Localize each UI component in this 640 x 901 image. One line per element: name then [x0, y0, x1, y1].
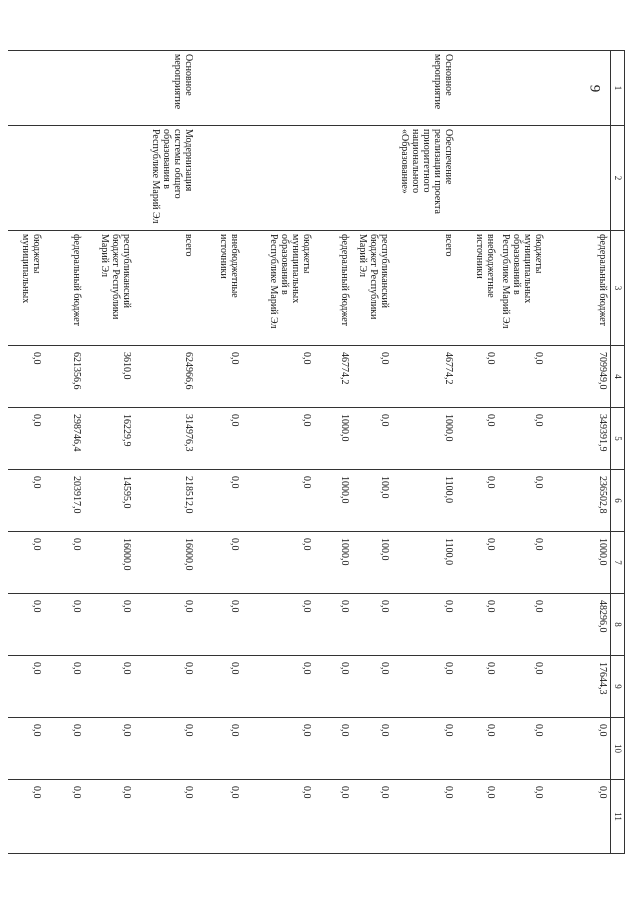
event-name-cell — [85, 126, 135, 231]
event-type-cell — [9, 51, 45, 126]
table-row — [457, 51, 499, 854]
value-cell: 0,0 — [315, 780, 353, 854]
event-name-cell: Модернизация системы общего образования в Республике Марий Эл — [135, 126, 197, 231]
value-cell: 0,0 — [499, 346, 547, 408]
table-row — [9, 51, 45, 854]
value-cell: 0,0 — [499, 594, 547, 656]
value-cell: 0,0 — [197, 532, 243, 594]
funding-source-cell: внебюджетные источники — [197, 231, 243, 346]
table-row — [85, 51, 135, 854]
value-cell: 0,0 — [85, 594, 135, 656]
event-name-cell — [45, 126, 85, 231]
event-type-cell — [315, 51, 353, 126]
page-number: 9 — [586, 84, 603, 93]
value-cell: 0,0 — [353, 408, 393, 470]
value-cell: 17644,3 — [547, 656, 611, 718]
column-header-7: 7 — [611, 532, 625, 594]
budget-table — [9, 50, 626, 854]
value-cell: 14595,0 — [85, 470, 135, 532]
value-cell: 0,0 — [9, 594, 45, 656]
value-cell: 0,0 — [243, 346, 315, 408]
funding-source-cell: всего — [393, 231, 457, 346]
value-cell: 1100,0 — [393, 532, 457, 594]
event-type-cell — [457, 51, 499, 126]
value-cell: 0,0 — [243, 408, 315, 470]
column-header-8: 8 — [611, 594, 625, 656]
value-cell: 298746,4 — [45, 408, 85, 470]
value-cell: 0,0 — [197, 408, 243, 470]
value-cell: 0,0 — [85, 780, 135, 854]
value-cell: 0,0 — [45, 656, 85, 718]
value-cell: 0,0 — [197, 656, 243, 718]
table-row — [315, 51, 353, 854]
value-cell: 0,0 — [457, 346, 499, 408]
column-header-3: 3 — [611, 231, 625, 346]
value-cell: 0,0 — [315, 656, 353, 718]
table-row — [393, 51, 457, 854]
funding-source-cell: федеральный бюджет — [45, 231, 85, 346]
value-cell: 48296,0 — [547, 594, 611, 656]
funding-source-cell: бюджеты муниципальных — [9, 231, 45, 346]
event-type-cell — [499, 51, 547, 126]
value-cell: 624966,6 — [135, 346, 197, 408]
funding-source-cell: республиканский бюджет Республики Марий Эл — [85, 231, 135, 346]
value-cell: 100,0 — [353, 470, 393, 532]
value-cell: 0,0 — [243, 718, 315, 780]
value-cell: 0,0 — [197, 346, 243, 408]
value-cell: 0,0 — [457, 594, 499, 656]
event-name-cell — [499, 126, 547, 231]
value-cell: 0,0 — [9, 408, 45, 470]
value-cell: 0,0 — [243, 780, 315, 854]
value-cell: 0,0 — [243, 470, 315, 532]
value-cell: 0,0 — [353, 656, 393, 718]
event-type-cell — [547, 51, 611, 126]
value-cell: 0,0 — [315, 718, 353, 780]
value-cell: 0,0 — [9, 780, 45, 854]
value-cell: 0,0 — [457, 780, 499, 854]
value-cell: 0,0 — [197, 780, 243, 854]
value-cell: 621356,6 — [45, 346, 85, 408]
value-cell: 0,0 — [393, 656, 457, 718]
value-cell: 0,0 — [457, 532, 499, 594]
event-type-cell: Основное мероприятие — [393, 51, 457, 126]
value-cell: 0,0 — [499, 532, 547, 594]
event-type-cell — [197, 51, 243, 126]
value-cell: 0,0 — [9, 656, 45, 718]
value-cell: 0,0 — [9, 470, 45, 532]
value-cell: 3610,0 — [85, 346, 135, 408]
column-header-5: 5 — [611, 408, 625, 470]
value-cell: 236502,8 — [547, 470, 611, 532]
value-cell: 0,0 — [9, 532, 45, 594]
table-row — [499, 51, 547, 854]
value-cell: 709949,0 — [547, 346, 611, 408]
value-cell: 0,0 — [393, 594, 457, 656]
value-cell: 0,0 — [45, 532, 85, 594]
value-cell: 1000,0 — [315, 470, 353, 532]
column-header-10: 10 — [611, 718, 625, 780]
value-cell: 0,0 — [45, 718, 85, 780]
funding-source-cell: всего — [135, 231, 197, 346]
funding-source-cell: бюджеты муниципальных образований в Республике Марий Эл — [499, 231, 547, 346]
value-cell: 1000,0 — [547, 532, 611, 594]
event-type-cell — [353, 51, 393, 126]
table-row — [547, 51, 611, 854]
value-cell: 0,0 — [499, 470, 547, 532]
value-cell: 46774,2 — [315, 346, 353, 408]
funding-source-cell: республиканский бюджет Республики Марий Эл — [353, 231, 393, 346]
value-cell: 218512,0 — [135, 470, 197, 532]
value-cell: 0,0 — [499, 718, 547, 780]
table-row — [45, 51, 85, 854]
value-cell: 0,0 — [243, 594, 315, 656]
event-type-cell: Основное мероприятие — [135, 51, 197, 126]
table-body — [9, 51, 611, 854]
value-cell: 0,0 — [353, 594, 393, 656]
value-cell: 0,0 — [85, 718, 135, 780]
table-row — [353, 51, 393, 854]
value-cell: 0,0 — [9, 718, 45, 780]
value-cell: 0,0 — [135, 718, 197, 780]
value-cell: 0,0 — [243, 656, 315, 718]
funding-source-cell: федеральный бюджет — [315, 231, 353, 346]
value-cell: 0,0 — [457, 408, 499, 470]
event-name-cell — [243, 126, 315, 231]
value-cell: 0,0 — [499, 780, 547, 854]
value-cell: 1000,0 — [315, 532, 353, 594]
column-header-9: 9 — [611, 656, 625, 718]
event-name-cell — [457, 126, 499, 231]
value-cell: 0,0 — [393, 780, 457, 854]
column-header-1: 1 — [611, 51, 625, 126]
value-cell: 46774,2 — [393, 346, 457, 408]
event-name-cell — [547, 126, 611, 231]
value-cell: 16000,0 — [135, 532, 197, 594]
event-name-cell — [353, 126, 393, 231]
value-cell: 1000,0 — [315, 408, 353, 470]
value-cell: 0,0 — [499, 656, 547, 718]
value-cell: 0,0 — [45, 594, 85, 656]
value-cell: 0,0 — [547, 718, 611, 780]
funding-source-cell: федеральный бюджет — [547, 231, 611, 346]
value-cell: 0,0 — [45, 780, 85, 854]
value-cell: 0,0 — [499, 408, 547, 470]
value-cell: 1000,0 — [393, 408, 457, 470]
value-cell: 0,0 — [197, 718, 243, 780]
event-type-cell — [85, 51, 135, 126]
value-cell: 0,0 — [197, 470, 243, 532]
value-cell: 203917,0 — [45, 470, 85, 532]
event-type-cell — [45, 51, 85, 126]
value-cell: 0,0 — [547, 780, 611, 854]
value-cell: 0,0 — [353, 346, 393, 408]
funding-source-cell: бюджеты муниципальных образований в Республике Марий Эл — [243, 231, 315, 346]
value-cell: 0,0 — [243, 532, 315, 594]
event-name-cell — [197, 126, 243, 231]
value-cell: 0,0 — [353, 780, 393, 854]
value-cell: 0,0 — [85, 656, 135, 718]
value-cell: 0,0 — [9, 346, 45, 408]
value-cell: 16229,9 — [85, 408, 135, 470]
value-cell: 0,0 — [135, 656, 197, 718]
value-cell: 1100,0 — [393, 470, 457, 532]
value-cell: 0,0 — [353, 718, 393, 780]
event-name-cell — [9, 126, 45, 231]
column-header-6: 6 — [611, 470, 625, 532]
event-type-cell — [243, 51, 315, 126]
event-name-cell: Обеспечение реализации проекта приоритетного национального «Образование» — [393, 126, 457, 231]
column-header-11: 11 — [611, 780, 625, 854]
table-row — [135, 51, 197, 854]
value-cell: 0,0 — [135, 780, 197, 854]
table-row — [197, 51, 243, 854]
value-cell: 0,0 — [457, 470, 499, 532]
header-row — [611, 51, 625, 854]
value-cell: 0,0 — [135, 594, 197, 656]
funding-source-cell: внебюджетные источники — [457, 231, 499, 346]
column-header-4: 4 — [611, 346, 625, 408]
table-row — [243, 51, 315, 854]
value-cell: 314976,3 — [135, 408, 197, 470]
value-cell: 0,0 — [393, 718, 457, 780]
value-cell: 100,0 — [353, 532, 393, 594]
value-cell: 0,0 — [315, 594, 353, 656]
column-header-2: 2 — [611, 126, 625, 231]
rotated-table-wrapper — [20, 50, 625, 850]
value-cell: 349391,9 — [547, 408, 611, 470]
event-name-cell — [315, 126, 353, 231]
value-cell: 16000,0 — [85, 532, 135, 594]
value-cell: 0,0 — [457, 718, 499, 780]
value-cell: 0,0 — [457, 656, 499, 718]
value-cell: 0,0 — [197, 594, 243, 656]
